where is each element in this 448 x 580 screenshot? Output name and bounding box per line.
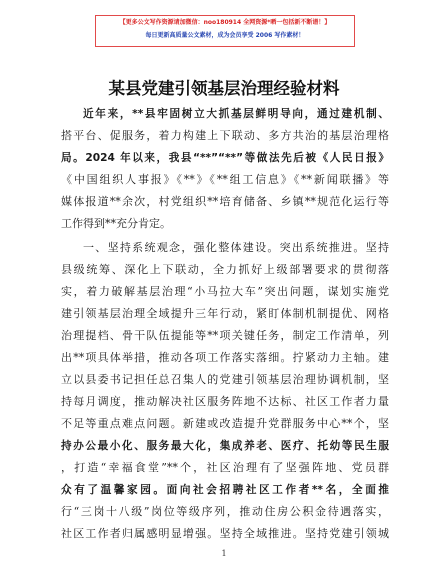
body-line: 《中国组织人事报》《**》《**组工信息》《**新闻联播》等 (61, 173, 389, 186)
body-line: 媒体报道**余次，村党组织**培育储备、乡镇**规范化运行等 (61, 195, 389, 208)
body-line: 近年来，**县牢固树立大抓基层鲜明导向，通过建机制、 (83, 108, 389, 120)
body-line: 社区工作者归属感明显增强。坚持全域推进。坚持党建引领城 (61, 527, 389, 540)
body-line: 行“三岗十八级”岗位等级序列，推动住房公积金待遇落实， (61, 505, 389, 518)
body-line: 局。2024 年以来，我县“**”“**”等做法先后被《人民日报》 (61, 152, 389, 164)
promo-banner-line-2: 每日更新高质量公文素材，成为会员享受 2006 写作素材！ (145, 32, 305, 39)
body-line: 建引领基层治理全域提升三年行动，紧盯体制机制提优、网格 (61, 307, 389, 320)
document-title: 某县党建引领基层治理经验材料 (108, 79, 340, 98)
promo-banner-line-1: 【更多公文写作资源请加微信：noo180914 全网资源*晒一包括新不断谱！】 (119, 19, 331, 26)
body-line: 立以县委书记担任总召集人的党建引领基层治理协调机制，坚 (61, 373, 389, 386)
body-line: ，打造“幸福食堂”**个，社区治理有了坚强阵地、党员群 (61, 461, 389, 474)
body-line: 治理提档、骨干队伍提能等**项关键任务，制定工作清单，列 (61, 329, 389, 342)
page-number: 1 (221, 549, 227, 558)
body-line: 众有了温馨家园。面向社会招聘社区工作者**名，全面推 (61, 484, 389, 496)
body-line: 县级统筹、深化上下联动，全力抓好上级部署要求的贯彻落 (61, 263, 389, 276)
body-line: 实，着力破解基层治理“小马拉大车”突出问题，谋划实施党 (61, 285, 389, 298)
body-line: 出**项具体举措，推动各项工作落实落细。拧紧动力主轴。建 (61, 351, 389, 364)
body-line: 不足等重点难点问题。新建或改造提升党群服务中心**个，坚 (61, 417, 389, 430)
body-line: 持办公最小化、服务最大化，集成养老、医疗、托幼等民生服 (61, 440, 389, 452)
body-line: 持每月调度，推动解决社区服务阵地不达标、社区工作者力量 (61, 395, 389, 408)
body-line: 工作得到**充分肯定。 (61, 217, 171, 230)
promo-banner (95, 15, 355, 47)
body-line: 一、坚持系统观念，强化整体建设。突出系统推进。坚持 (83, 241, 389, 254)
body-line: 搭平台、促服务，着力构建上下联动、多方共治的基层治理格 (61, 129, 389, 142)
